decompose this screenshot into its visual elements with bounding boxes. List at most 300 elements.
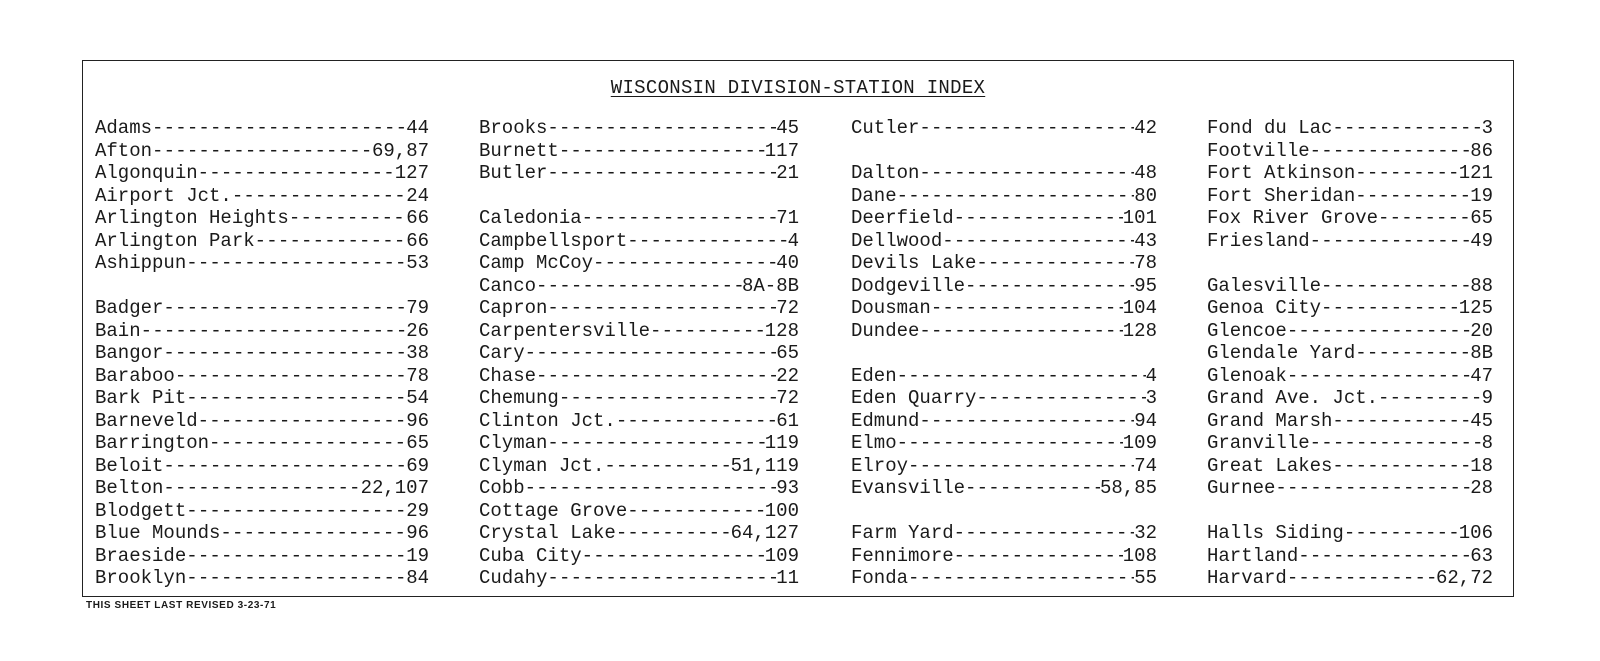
index-column-4 (1207, 117, 1493, 590)
page-reference: 8B (1470, 342, 1493, 364)
page-reference: 86 (1470, 139, 1493, 162)
station-name: Fort Atkinson (1207, 162, 1356, 184)
station-entry (1207, 297, 1493, 320)
leader-dashes (198, 410, 407, 433)
leader-dashes (1287, 320, 1470, 343)
page-reference: 64,127 (730, 522, 799, 544)
page-reference: 104 (1122, 297, 1157, 319)
leader-dashes (604, 455, 730, 478)
leader-dashes (582, 207, 777, 230)
leader-dashes (908, 567, 1134, 590)
section-gap (851, 500, 1157, 523)
station-entry (1207, 545, 1493, 568)
page-reference: 121 (1458, 162, 1493, 184)
section-gap (851, 140, 1157, 163)
page-reference: 8 (1481, 432, 1493, 454)
leader-dashes (616, 410, 776, 433)
page-reference: 49 (1470, 229, 1493, 252)
station-entry (851, 117, 1157, 140)
leader-dashes (942, 230, 1134, 253)
page-reference: 72 (776, 387, 799, 409)
station-entry (1207, 567, 1493, 590)
page-reference: 65 (1470, 207, 1493, 229)
station-name: Grand Marsh (1207, 409, 1333, 432)
page-reference: 71 (776, 207, 799, 229)
page-reference: 80 (1134, 184, 1157, 207)
station-entry (95, 410, 429, 433)
station-name: Dalton (851, 162, 920, 184)
leader-dashes (186, 545, 406, 568)
station-name: Campbellsport (479, 229, 628, 252)
station-entry (851, 230, 1157, 253)
station-entry (95, 545, 429, 568)
station-name: Dodgeville (851, 274, 966, 297)
leader-dashes (954, 545, 1123, 568)
station-entry (479, 455, 799, 478)
station-entry (95, 252, 429, 275)
station-name: Cuba City (479, 544, 582, 567)
station-name: Fox River Grove (1207, 207, 1379, 229)
station-entry (851, 162, 1157, 185)
section-gap (1207, 500, 1493, 523)
leader-dashes (931, 297, 1123, 320)
station-name: Barneveld (95, 409, 198, 432)
station-name: Blue Mounds (95, 522, 221, 544)
station-name: Badger (95, 297, 164, 319)
station-name: Eden (851, 364, 897, 387)
station-entry (479, 342, 799, 365)
station-entry (851, 545, 1157, 568)
leader-dashes (1378, 207, 1470, 230)
station-entry (1207, 162, 1493, 185)
leader-dashes (919, 117, 1134, 140)
station-entry (1207, 342, 1493, 365)
leader-dashes (1344, 522, 1459, 545)
page-reference: 66 (406, 229, 429, 252)
page-reference: 108 (1122, 544, 1157, 567)
station-name: Grand Ave. Jct. (1207, 387, 1379, 409)
leader-dashes (897, 185, 1135, 208)
station-name: Friesland (1207, 229, 1310, 252)
station-name: Belton (95, 477, 164, 499)
page-reference: 4 (1145, 364, 1157, 387)
page-reference: 4 (787, 229, 799, 252)
leader-dashes (976, 387, 1145, 410)
station-entry (479, 365, 799, 388)
page-reference: 20 (1470, 319, 1493, 342)
station-entry (479, 567, 799, 590)
station-name: Genoa City (1207, 297, 1322, 319)
station-entry (479, 252, 799, 275)
station-name: Dane (851, 184, 897, 207)
station-entry (95, 117, 429, 140)
leader-dashes (954, 522, 1135, 545)
leader-dashes (547, 297, 776, 320)
station-entry (479, 387, 799, 410)
station-name: Cudahy (479, 567, 548, 589)
station-entry (479, 477, 799, 500)
page-reference: 21 (776, 162, 799, 184)
page-reference: 66 (406, 207, 429, 229)
station-entry (851, 297, 1157, 320)
leader-dashes (919, 410, 1134, 433)
station-entry (479, 162, 799, 185)
page-reference: 43 (1134, 229, 1157, 252)
station-entry (851, 477, 1157, 500)
station-name: Fonda (851, 567, 909, 589)
station-name: Galesville (1207, 274, 1322, 297)
page-reference: 18 (1470, 454, 1493, 477)
page-reference: 22,107 (360, 477, 429, 499)
station-name: Granville (1207, 432, 1310, 454)
station-entry (851, 387, 1157, 410)
station-name: Algonquin (95, 162, 198, 184)
page-reference: 128 (1122, 319, 1157, 342)
station-entry (851, 410, 1157, 433)
leader-dashes (593, 252, 776, 275)
leader-dashes (1332, 117, 1481, 140)
page-reference: 72 (776, 297, 799, 319)
page-reference: 51,119 (730, 454, 799, 477)
station-name: Caledonia (479, 207, 582, 229)
station-name: Beloit (95, 454, 164, 477)
leader-dashes (954, 207, 1123, 230)
leader-dashes (1321, 275, 1470, 298)
leader-dashes (220, 522, 406, 545)
page-title: WISCONSIN DIVISION-STATION INDEX (610, 77, 986, 99)
station-entry (479, 117, 799, 140)
station-name: Crystal Lake (479, 522, 616, 544)
station-name: Deerfield (851, 207, 954, 229)
section-gap (95, 275, 429, 298)
station-entry (479, 545, 799, 568)
leader-dashes (163, 455, 406, 478)
station-name: Afton (95, 139, 153, 162)
section-gap (851, 342, 1157, 365)
station-entry (479, 140, 799, 163)
leader-dashes (209, 432, 406, 455)
index-column-2 (479, 117, 799, 590)
leader-dashes (1355, 342, 1470, 365)
station-name: Hartland (1207, 544, 1299, 567)
page-reference: 63 (1470, 544, 1493, 567)
page-reference: 55 (1134, 567, 1157, 589)
page-reference: 74 (1134, 454, 1157, 477)
station-entry (95, 162, 429, 185)
page-reference: 96 (406, 409, 429, 432)
leader-dashes (559, 140, 765, 163)
leader-dashes (536, 275, 742, 298)
station-name: Halls Siding (1207, 522, 1344, 544)
leader-dashes (175, 365, 406, 388)
station-name: Farm Yard (851, 522, 954, 544)
station-name: Evansville (851, 477, 966, 499)
page-reference: 65 (406, 432, 429, 454)
station-name: Elmo (851, 432, 897, 454)
station-entry (1207, 455, 1493, 478)
station-name: Braeside (95, 544, 187, 567)
page-reference: 61 (776, 409, 799, 432)
station-name: Bain (95, 319, 141, 342)
page-reference: 45 (1470, 409, 1493, 432)
leader-dashes (1310, 432, 1482, 455)
station-entry (851, 432, 1157, 455)
leader-dashes (965, 477, 1100, 500)
index-column-3 (851, 117, 1157, 590)
leader-dashes (232, 185, 406, 208)
page-reference: 47 (1470, 364, 1493, 387)
page-reference: 84 (406, 567, 429, 589)
station-entry (95, 500, 429, 523)
page-reference: 19 (406, 544, 429, 567)
station-entry (851, 207, 1157, 230)
leader-dashes (152, 117, 406, 140)
station-name: Dousman (851, 297, 931, 319)
leader-dashes (547, 567, 776, 590)
station-name: Bangor (95, 342, 164, 364)
leader-dashes (163, 477, 360, 500)
page-reference: 117 (764, 139, 799, 162)
page-reference: 32 (1134, 522, 1157, 544)
station-name: Blodgett (95, 499, 187, 522)
leader-dashes (186, 500, 406, 523)
station-name: Barrington (95, 432, 210, 454)
station-name: Clyman (479, 432, 548, 454)
leader-dashes (1298, 545, 1470, 568)
station-name: Arlington Park (95, 229, 255, 252)
leader-dashes (186, 567, 406, 590)
station-entry (95, 140, 429, 163)
station-entry (851, 320, 1157, 343)
station-name: Cobb (479, 477, 525, 499)
leader-dashes (525, 342, 777, 365)
station-entry (851, 275, 1157, 298)
leader-dashes (976, 252, 1134, 275)
station-entry (1207, 432, 1493, 455)
page-reference: 22 (776, 364, 799, 387)
leader-dashes (198, 162, 395, 185)
station-entry (851, 365, 1157, 388)
section-gap (479, 185, 799, 208)
station-entry (95, 342, 429, 365)
station-entry (479, 297, 799, 320)
leader-dashes (897, 432, 1123, 455)
station-name: Glencoe (1207, 319, 1287, 342)
leader-dashes (897, 365, 1146, 388)
page-reference: 69 (406, 454, 429, 477)
station-entry (1207, 140, 1493, 163)
station-entry (479, 275, 799, 298)
page-reference: 26 (406, 319, 429, 342)
station-entry (95, 432, 429, 455)
station-name: Fennimore (851, 544, 954, 567)
page-reference: 44 (406, 117, 429, 139)
station-name: Carpentersville (479, 319, 651, 342)
page-reference: 9 (1481, 387, 1493, 409)
station-entry (479, 320, 799, 343)
leader-dashes (289, 207, 406, 230)
page-reference: 109 (1122, 432, 1157, 454)
station-entry (851, 522, 1157, 545)
page-reference: 127 (394, 162, 429, 184)
station-entry (95, 297, 429, 320)
leader-dashes (627, 500, 765, 523)
leader-dashes (908, 455, 1134, 478)
leader-dashes (965, 275, 1134, 298)
leader-dashes (547, 432, 764, 455)
station-entry (95, 387, 429, 410)
index-column-1 (95, 117, 429, 590)
page-reference: 79 (406, 297, 429, 319)
page-reference: 48 (1134, 162, 1157, 184)
page-reference: 95 (1134, 274, 1157, 297)
page-reference: 38 (406, 342, 429, 364)
leader-dashes (1378, 387, 1482, 410)
station-name: Harvard (1207, 567, 1287, 589)
leader-dashes (163, 342, 406, 365)
leader-dashes (186, 387, 406, 410)
station-name: Great Lakes (1207, 454, 1333, 477)
station-entry (1207, 522, 1493, 545)
station-name: Arlington Heights (95, 207, 289, 229)
station-entry (851, 567, 1157, 590)
station-name: Camp McCoy (479, 252, 594, 274)
page-reference: 101 (1122, 207, 1157, 229)
page-reference: 94 (1134, 409, 1157, 432)
station-name: Fort Sheridan (1207, 184, 1356, 207)
page-reference: 128 (764, 319, 799, 342)
station-name: Devils Lake (851, 252, 977, 274)
page-reference: 53 (406, 252, 429, 274)
station-name: Adams (95, 117, 153, 139)
leader-dashes (1310, 140, 1471, 163)
station-name: Gurnee (1207, 477, 1276, 499)
page-reference: 8A-8B (741, 274, 799, 297)
page-reference: 40 (776, 252, 799, 274)
leader-dashes (1287, 567, 1436, 590)
station-name: Airport Jct. (95, 184, 232, 207)
station-entry (851, 252, 1157, 275)
leader-dashes (1332, 410, 1470, 433)
page-reference: 54 (406, 387, 429, 409)
station-entry (95, 320, 429, 343)
station-name: Glendale Yard (1207, 342, 1356, 364)
station-entry (1207, 185, 1493, 208)
station-name: Bark Pit (95, 387, 187, 409)
page-reference: 24 (406, 184, 429, 207)
page-reference: 69,87 (371, 139, 429, 162)
leader-dashes (627, 230, 787, 253)
page-reference: 3 (1145, 387, 1157, 409)
leader-dashes (1321, 297, 1459, 320)
station-name: Brooklyn (95, 567, 187, 589)
leader-dashes (547, 117, 776, 140)
page-reference: 19 (1470, 184, 1493, 207)
station-entry (95, 185, 429, 208)
page-reference: 45 (776, 117, 799, 139)
leader-dashes (536, 365, 776, 388)
station-name: Ashippun (95, 252, 187, 274)
leader-dashes (1310, 230, 1471, 253)
station-entry (1207, 207, 1493, 230)
page-reference: 58,85 (1099, 477, 1157, 499)
station-entry (479, 410, 799, 433)
leader-dashes (1355, 162, 1459, 185)
station-name: Footville (1207, 139, 1310, 162)
page-reference: 3 (1481, 117, 1493, 139)
station-entry (1207, 230, 1493, 253)
station-entry (479, 432, 799, 455)
station-name: Clinton Jct. (479, 409, 616, 432)
leader-dashes (616, 522, 731, 545)
page-reference: 28 (1470, 477, 1493, 499)
leader-dashes (1287, 365, 1470, 388)
station-entry (479, 522, 799, 545)
leader-dashes (186, 252, 406, 275)
station-name: Chase (479, 364, 537, 387)
station-entry (479, 500, 799, 523)
station-entry (1207, 477, 1493, 500)
station-name: Brooks (479, 117, 548, 139)
page-reference: 93 (776, 477, 799, 499)
station-name: Elroy (851, 454, 909, 477)
station-entry (479, 207, 799, 230)
station-name: Glenoak (1207, 364, 1287, 387)
station-entry (851, 185, 1157, 208)
page-reference: 106 (1458, 522, 1493, 544)
station-entry (1207, 275, 1493, 298)
station-name: Fond du Lac (1207, 117, 1333, 139)
station-name: Cary (479, 342, 525, 364)
leader-dashes (650, 320, 765, 343)
station-entry (95, 477, 429, 500)
page-reference: 96 (406, 522, 429, 544)
page-reference: 78 (1134, 252, 1157, 274)
leader-dashes (919, 320, 1122, 343)
page-reference: 42 (1134, 117, 1157, 139)
station-entry (479, 230, 799, 253)
station-entry (851, 455, 1157, 478)
station-entry (1207, 410, 1493, 433)
revision-note: THIS SHEET LAST REVISED 3-23-71 (86, 600, 277, 611)
station-entry (1207, 320, 1493, 343)
page-reference: 119 (764, 432, 799, 454)
leader-dashes (1332, 455, 1470, 478)
station-name: Clyman Jct. (479, 454, 605, 477)
page-reference: 109 (764, 544, 799, 567)
index-sheet (82, 60, 1514, 597)
leader-dashes (1275, 477, 1470, 500)
leader-dashes (152, 140, 372, 163)
station-entry (1207, 365, 1493, 388)
page-reference: 29 (406, 499, 429, 522)
leader-dashes (1355, 185, 1470, 208)
leader-dashes (163, 297, 406, 320)
station-name: Cottage Grove (479, 499, 628, 522)
station-name: Baraboo (95, 364, 175, 387)
station-entry (95, 567, 429, 590)
station-name: Edmund (851, 409, 920, 432)
leader-dashes (255, 230, 407, 253)
leader-dashes (582, 545, 765, 568)
section-gap (1207, 252, 1493, 275)
station-entry (1207, 387, 1493, 410)
leader-dashes (919, 162, 1134, 185)
leader-dashes (141, 320, 407, 343)
station-entry (95, 230, 429, 253)
station-entry (1207, 117, 1493, 140)
leader-dashes (525, 477, 777, 500)
